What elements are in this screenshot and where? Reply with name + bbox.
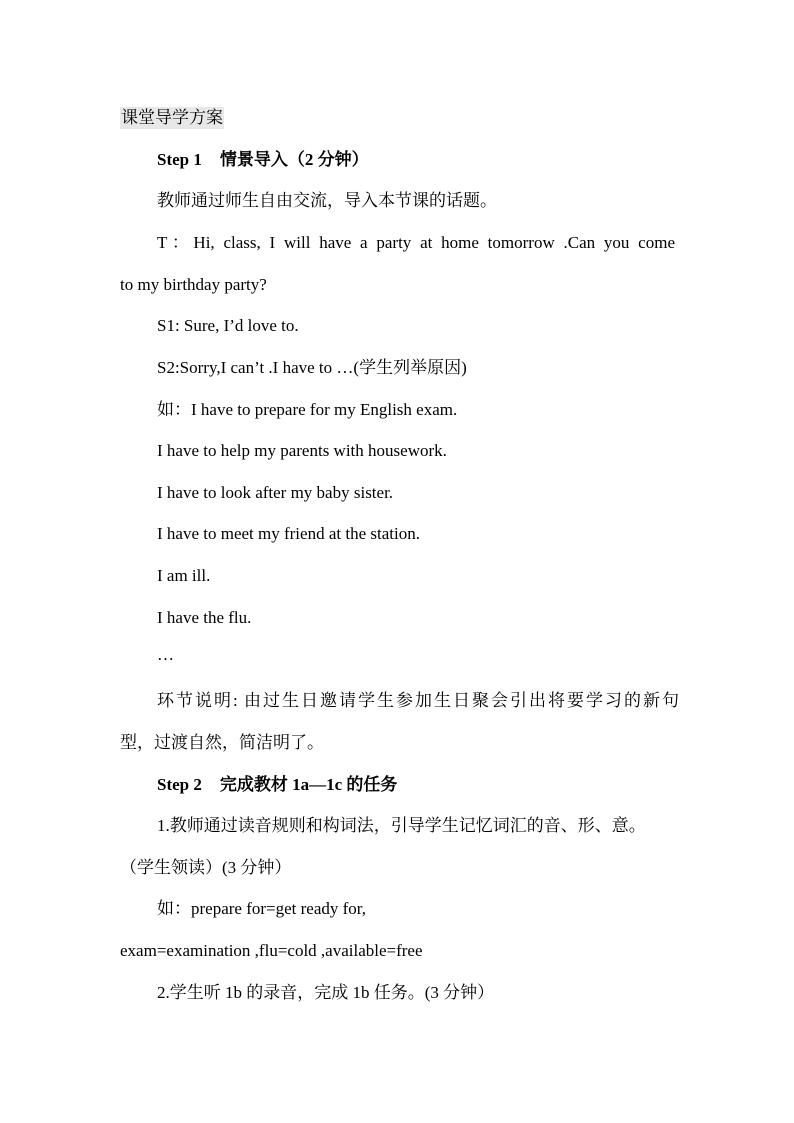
page-title: 课堂导学方案 [121,108,223,127]
step2-title: 完成教材 1a—1c 的任务 [219,775,398,794]
step2-heading [157,774,397,796]
section-note-line-2: 型，过渡自然，简洁明了。 [120,733,324,752]
teacher-line-1: T：Hi, class, I will have a party at home tomorrow .Can you come [157,233,675,252]
ellipsis-line: … [157,645,174,664]
step2-label: Step 2 [157,775,202,794]
step2-example-1: 如：prepare for=get ready for, [157,899,367,918]
step1-title: 情景导入（2 分钟） [219,150,369,169]
step2-item1-line-1: 1.教师通过读音规则和构词法，引导学生记忆词汇的音、形、意。 [157,816,646,835]
example-line: I have to help my parents with housework. [157,441,447,460]
example-line: I have the flu. [157,608,252,627]
example-line: I have to meet my friend at the station. [157,524,420,543]
step1-heading [157,149,369,171]
step2-example-2: exam=examination ,flu=cold ,available=free [120,941,423,960]
step1-intro: 教师通过师生自由交流，导入本节课的话题。 [157,191,497,210]
student1-reply: S1: Sure, I’d love to. [157,316,299,335]
student2-reply: S2:Sorry,I can’t .I have to …(学生列举原因) [157,358,467,377]
step1-label: Step 1 [157,150,202,169]
example-line: 如：I have to prepare for my English exam. [157,400,458,419]
teacher-line-2: to my birthday party? [120,275,267,294]
example-line: I have to look after my baby sister. [157,483,394,502]
section-note-line-1: 环节说明: 由过生日邀请学生参加生日聚会引出将要学习的新句 [157,691,679,710]
step2-item2: 2.学生听 1b 的录音，完成 1b 任务。(3 分钟） [157,983,495,1002]
step2-item1-line-2: （学生领读）(3 分钟） [120,858,292,877]
example-line: I am ill. [157,566,211,585]
